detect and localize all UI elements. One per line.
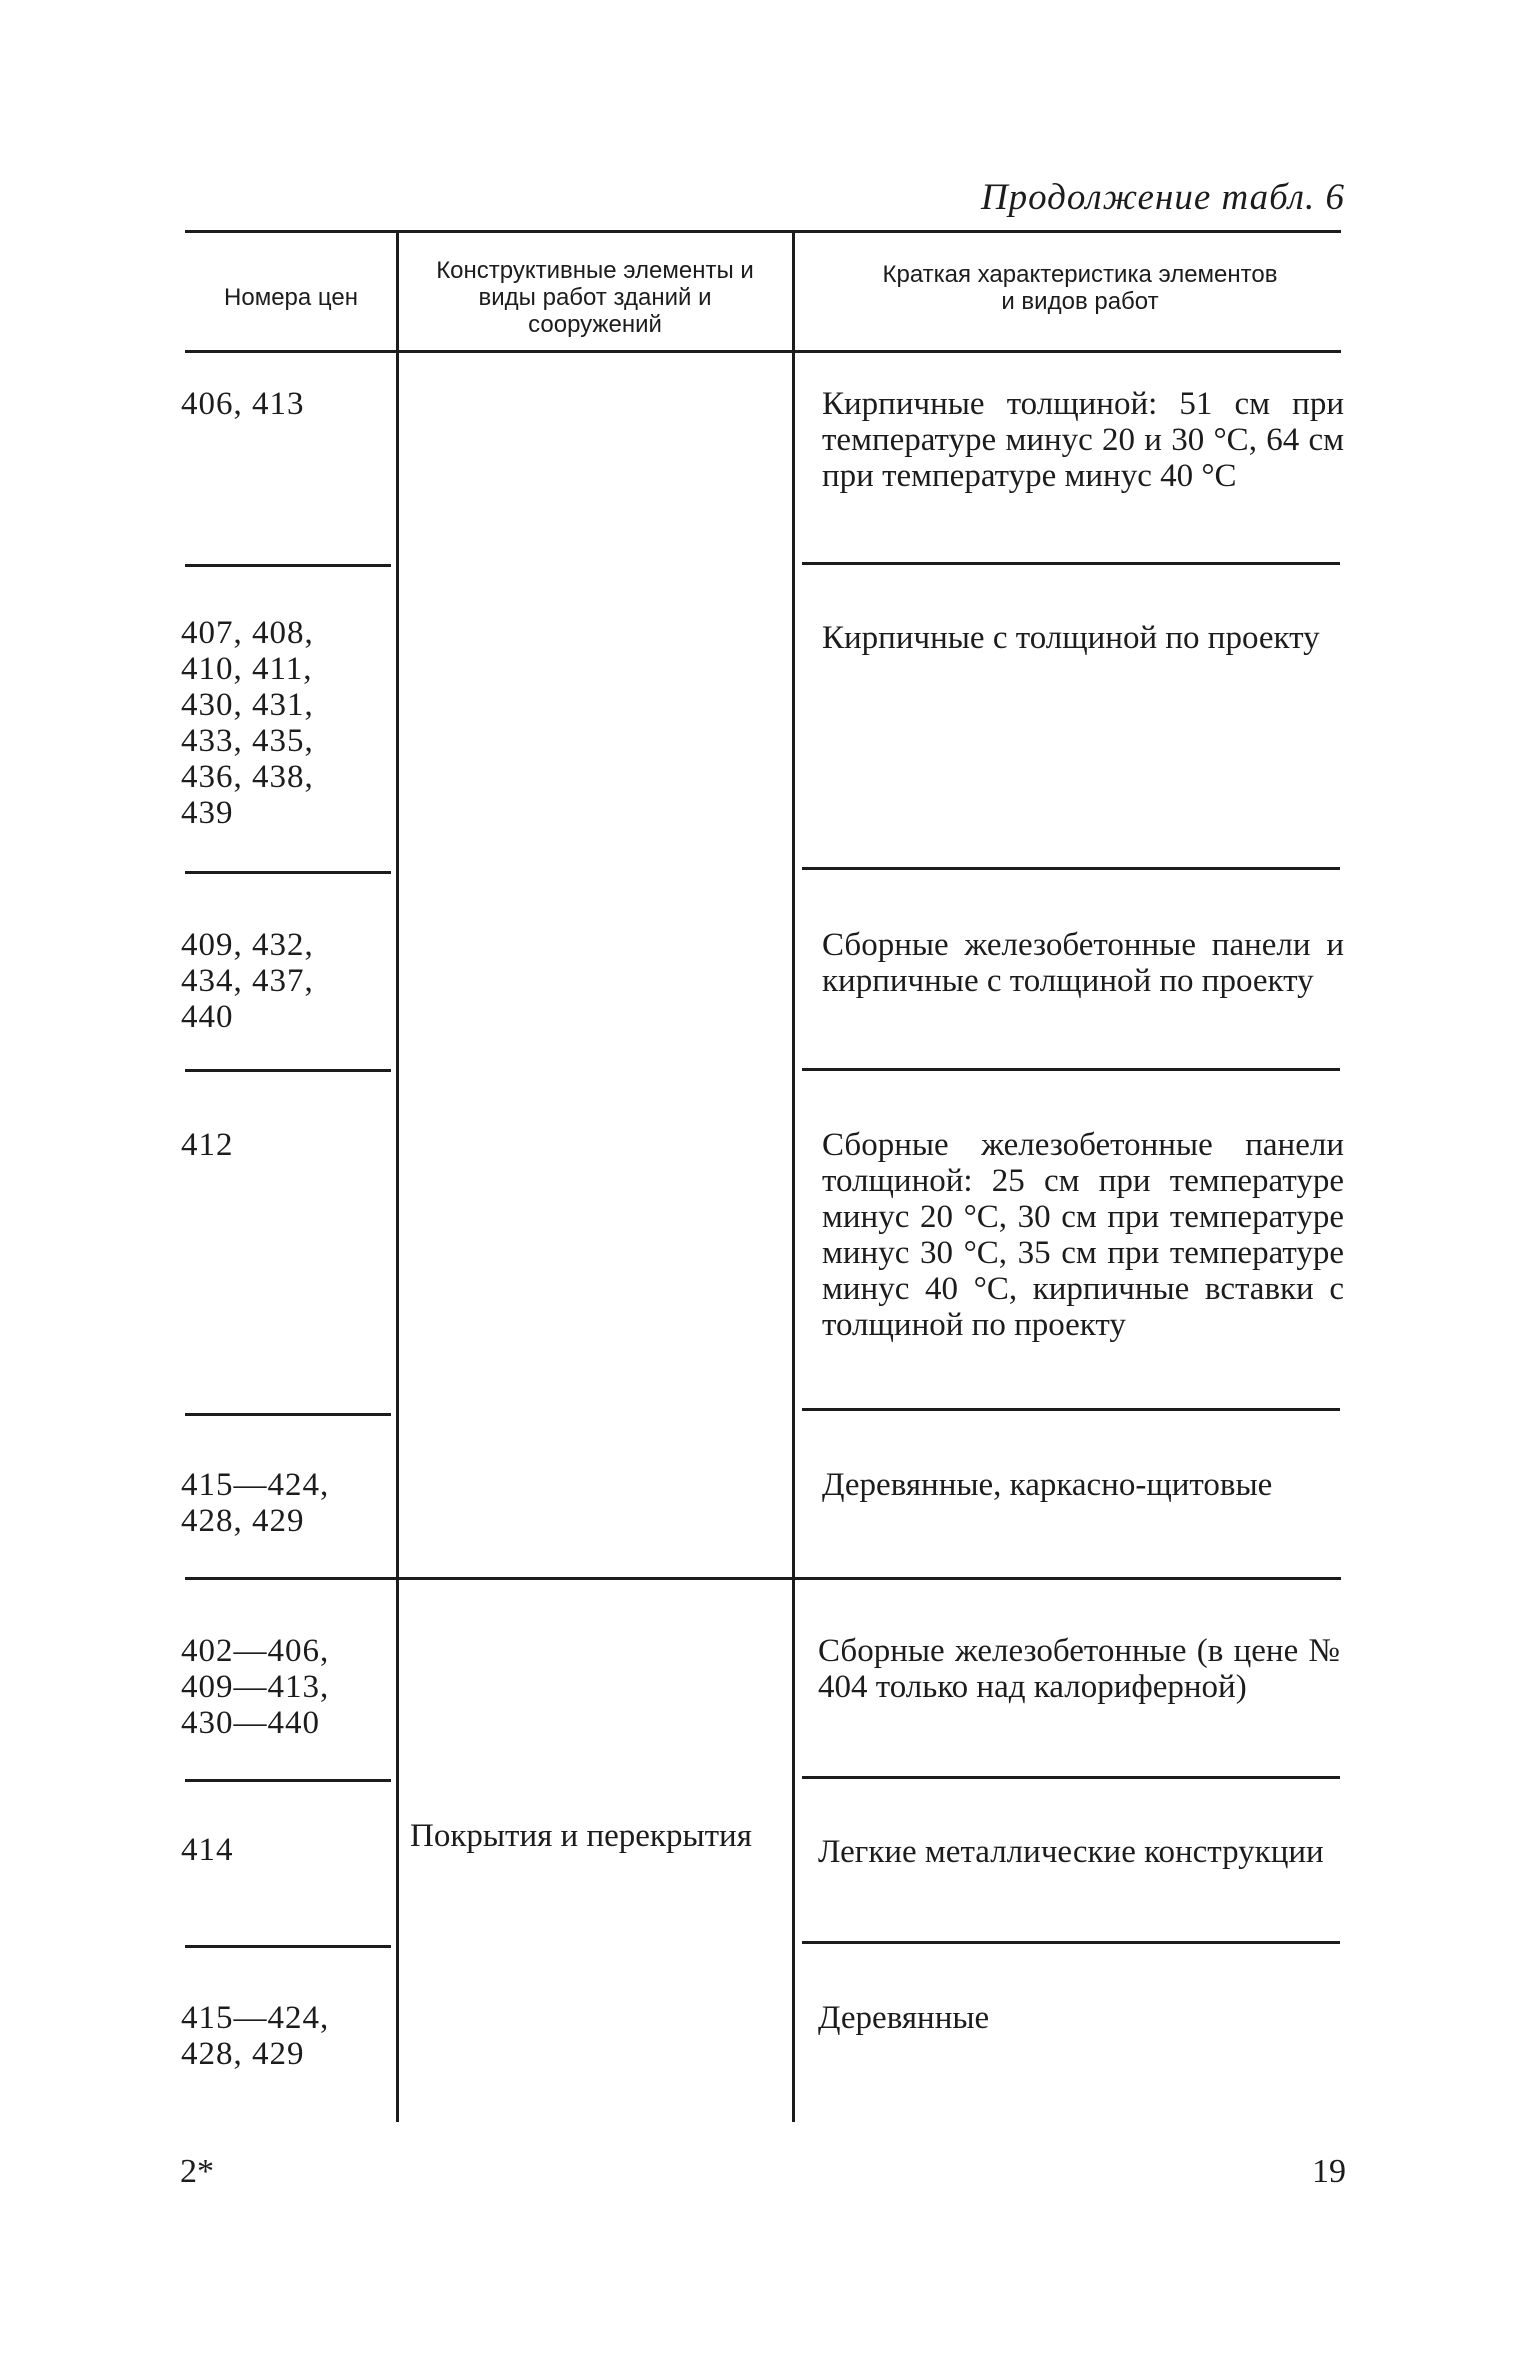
row-rule-numbers	[185, 1779, 391, 1782]
header-bottom-rule	[185, 350, 1341, 353]
column-divider-2	[792, 232, 795, 2122]
page-number: 19	[1312, 2153, 1346, 2190]
row-description: Сборные железобетонные панели и кирпичные с толщиной по проекту	[822, 927, 1344, 999]
row-numbers: 409, 432, 434, 437, 440	[181, 927, 314, 1035]
row-rule-description	[802, 1408, 1340, 1411]
row-rule-numbers	[185, 871, 391, 874]
header-characteristics: Краткая характеристика элементов и видов работ	[882, 261, 1278, 315]
row-rule-description	[802, 562, 1340, 565]
header-elements: Конструктивные элементы и виды работ зданий и сооружений	[436, 257, 754, 338]
row-rule-description	[802, 867, 1340, 870]
row-description: Сборные железобетонные панели толщиной: 25 см при температуре минус 20 °С, 30 см при температуре минус 30 °С, 35 см при температуре минус 40 °С, кирпичные вставки с толщиной по проекту	[822, 1127, 1344, 1343]
element-type: Покрытия и перекрытия	[410, 1818, 752, 1854]
group-separator-rule	[185, 1577, 1341, 1580]
row-description: Легкие металлические конструкции	[818, 1834, 1324, 1870]
row-rule-description	[802, 1941, 1340, 1944]
row-numbers: 406, 413	[181, 386, 305, 422]
signature-mark: 2*	[180, 2153, 214, 2190]
row-rule-numbers	[185, 1945, 391, 1948]
row-description: Сборные железобетонные (в цене № 404 только над калориферной)	[818, 1633, 1340, 1705]
row-rule-description	[802, 1776, 1340, 1779]
table-caption: Продолжение табл. 6	[980, 177, 1345, 218]
row-rule-numbers	[185, 564, 391, 567]
row-description: Кирпичные с толщиной по проекту	[822, 620, 1320, 656]
row-numbers: 415—424, 428, 429	[181, 1467, 330, 1539]
row-rule-description	[802, 1068, 1340, 1071]
header-numbers: Номера цен	[224, 284, 358, 311]
row-description: Деревянные	[818, 2000, 990, 2036]
row-rule-numbers	[185, 1413, 391, 1416]
row-numbers: 402—406, 409—413, 430—440	[181, 1633, 330, 1741]
row-numbers: 412	[181, 1127, 234, 1163]
table-top-rule	[185, 230, 1341, 233]
row-numbers: 415—424, 428, 429	[181, 2000, 330, 2072]
row-rule-numbers	[185, 1069, 391, 1072]
row-numbers: 414	[181, 1832, 234, 1868]
row-description: Кирпичные толщиной: 51 см при температуре минус 20 и 30 °С, 64 см при температуре минус 40 °С	[822, 386, 1344, 494]
row-description: Деревянные, каркасно-щитовые	[822, 1467, 1273, 1503]
row-numbers: 407, 408, 410, 411, 430, 431, 433, 435, 436, 438, 439	[181, 615, 314, 831]
